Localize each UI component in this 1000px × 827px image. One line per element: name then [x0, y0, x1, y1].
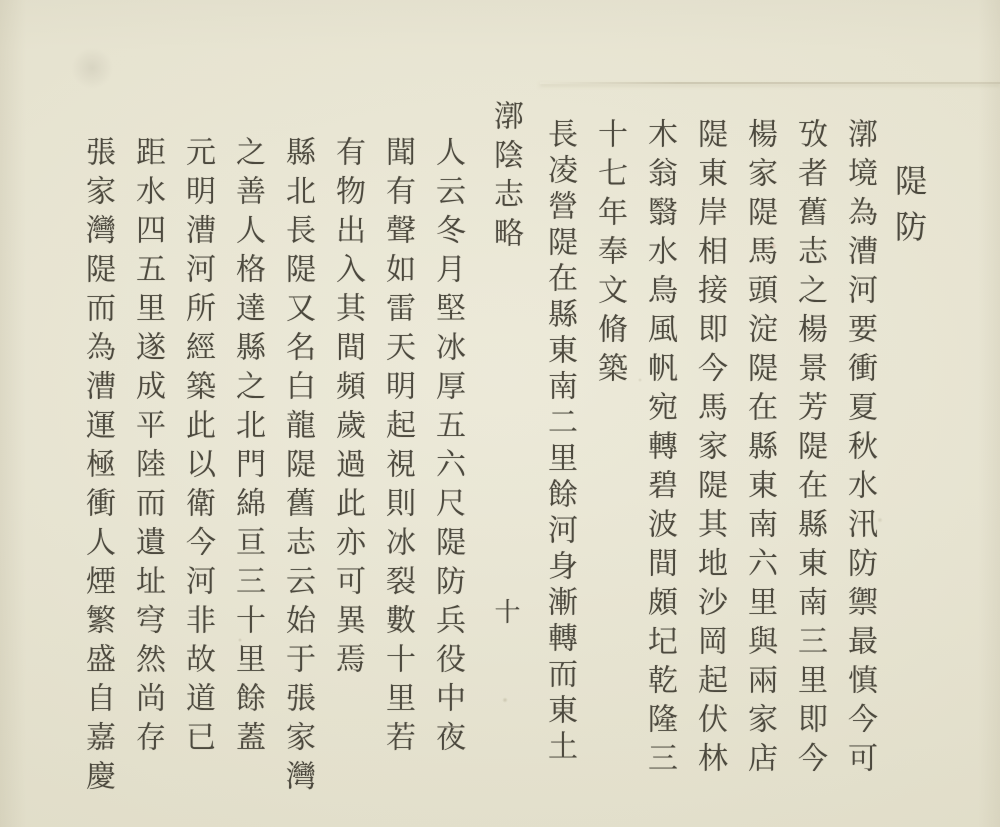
text-column: 有物出入其間頻歲過此亦可異焉 — [330, 136, 365, 682]
text-column: 隄東岸相接即今馬家隄其地沙岡起伏林 — [692, 118, 727, 781]
text-column: 之善人格達縣之北門綿亘三十里餘蓋 — [230, 136, 265, 760]
text-column: 張家灣隄而為漕運極衝人煙繁盛自嘉慶 — [80, 136, 115, 799]
left-edge-shading — [0, 0, 26, 827]
section-heading: 隄防 — [890, 164, 928, 256]
text-column: 聞有聲如雷天明起視則冰裂數十里若 — [380, 136, 415, 760]
text-column: 元明漕河所經築此以衛今河非故道已 — [180, 136, 215, 760]
text-column: 距水四五里遂成平陸而遺址穹然尚存 — [130, 136, 165, 760]
paper-crease — [540, 82, 1000, 84]
book-title: 漷陰志略 — [488, 100, 523, 256]
text-column: 縣北長隄又名白龍隄舊志云始于張家灣 — [280, 136, 315, 799]
folio-number: 十 — [490, 598, 520, 633]
text-column: 十七年奉文脩築 — [592, 118, 627, 391]
text-column: 木翁翳水鳥風帆宛轉碧波間頗圮乾隆三 — [642, 118, 677, 781]
center-fold-column — [480, 90, 530, 820]
manuscript-text-block — [62, 90, 934, 820]
text-column: 人云冬月堅冰厚五六尺隄防兵役中夜 — [430, 136, 465, 760]
text-column: 攷者舊志之楊景芳隄在縣東南三里即今 — [792, 118, 827, 781]
text-column: 楊家隄馬頭淀隄在縣東南六里與兩家店 — [742, 118, 777, 781]
right-edge-shading — [978, 0, 1000, 827]
text-column: 漷境為漕河要衝夏秋水汛防禦最慎今可 — [842, 118, 877, 781]
text-column: 長凌營隄在縣東南二里餘河身漸轉而東土 — [542, 118, 577, 766]
